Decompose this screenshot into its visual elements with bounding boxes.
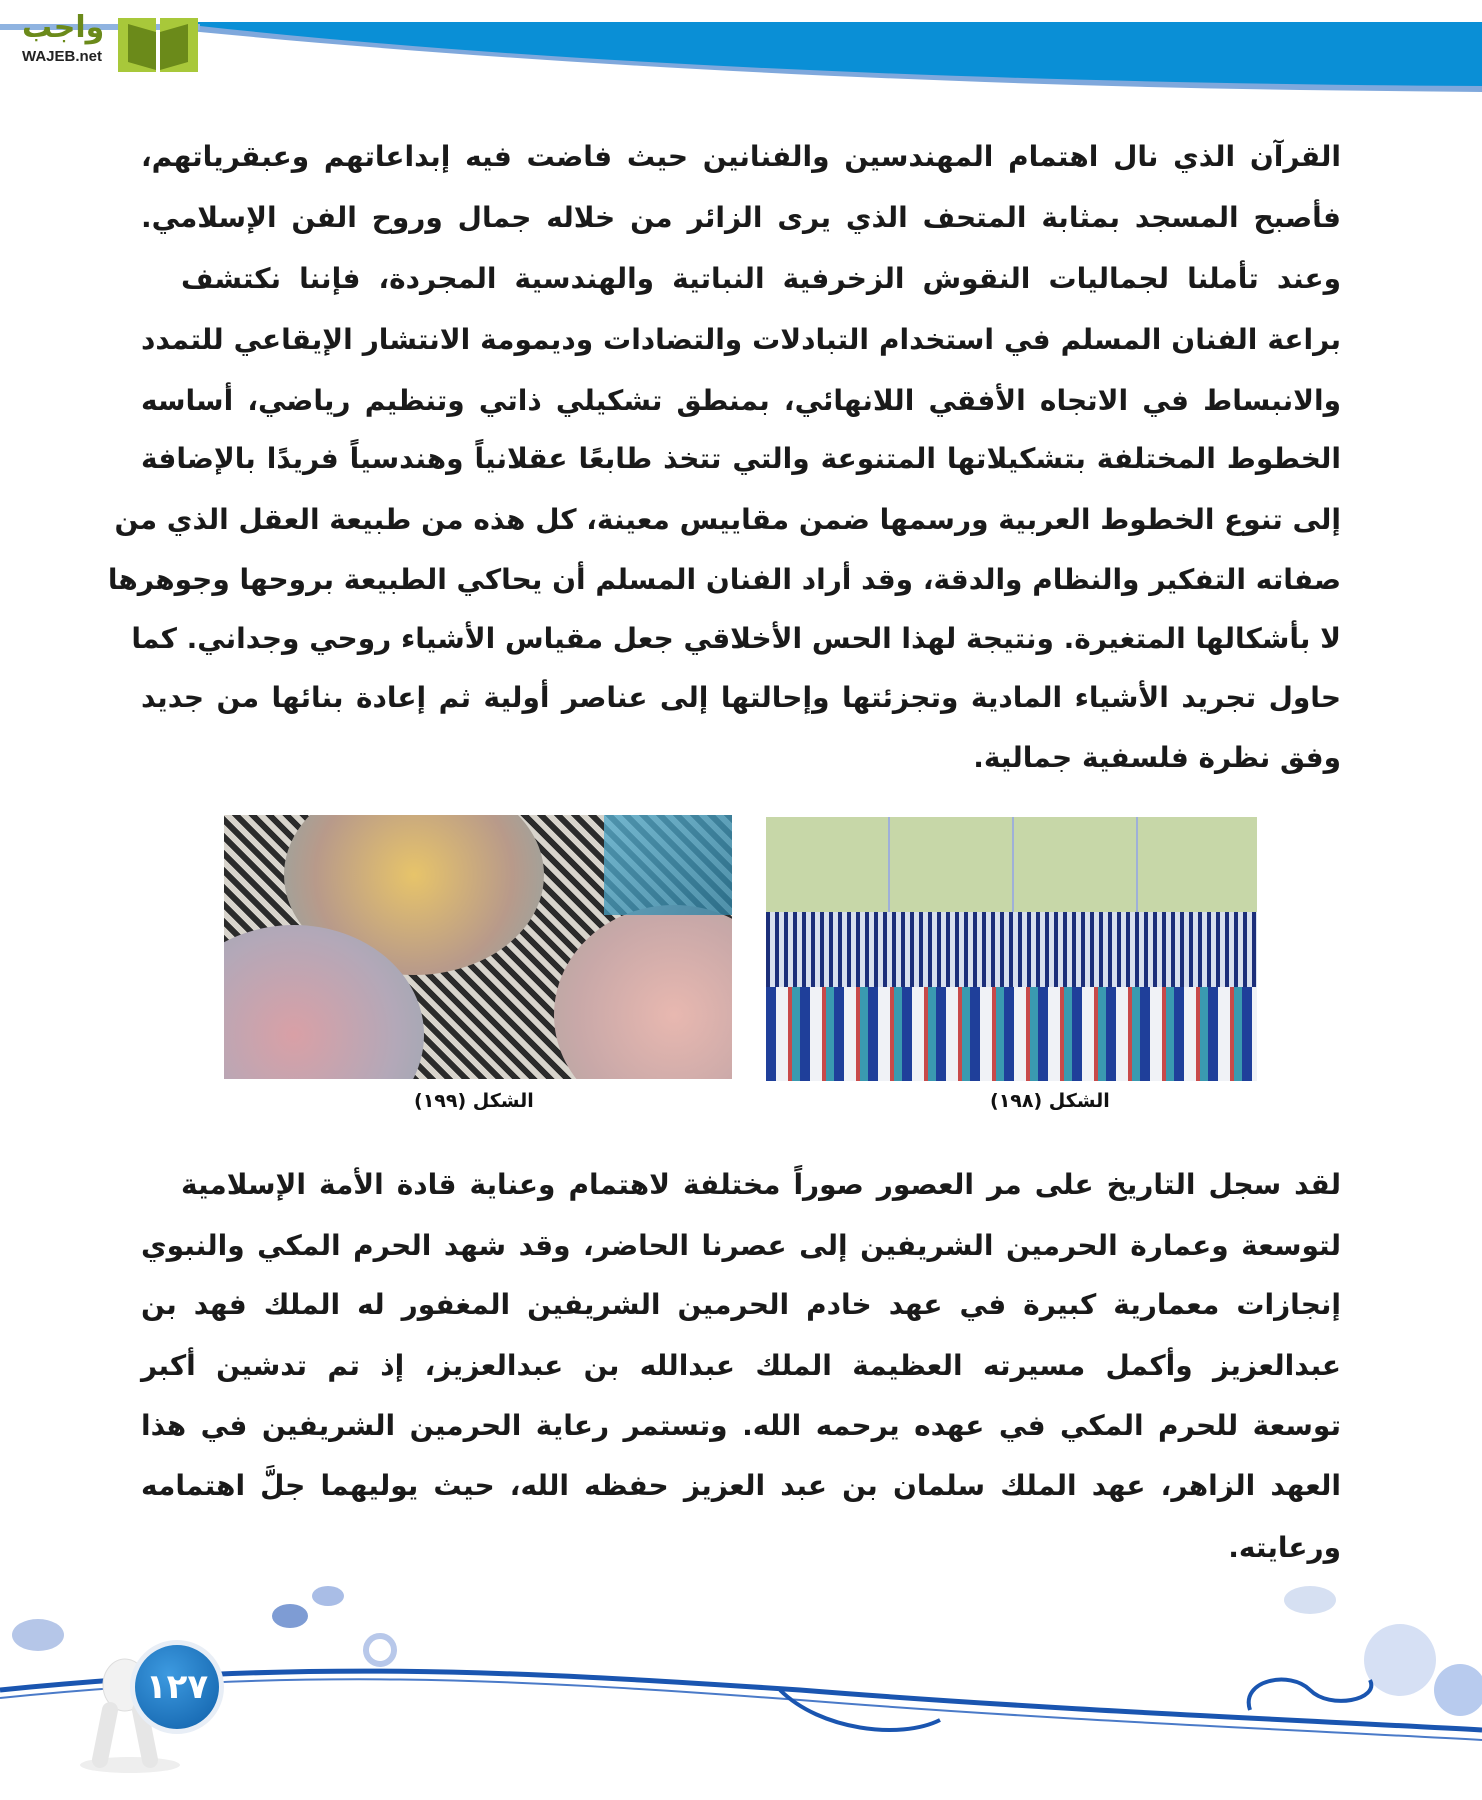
text-line: وفق نظرة فلسفية جمالية. (973, 741, 1341, 774)
figure-199-image (224, 815, 732, 1079)
text-line: توسعة للحرم المكي في عهده يرحمه الله. وتستمر رعاية الحرمين الشريفين في هذا (141, 1409, 1341, 1442)
text-line: الخطوط المختلفة بتشكيلاتها المتنوعة والتي تتخذ طابعًا عقلانياً وهندسياً فريدًا بالإضافة (141, 442, 1341, 475)
text-line: العهد الزاهر، عهد الملك سلمان بن عبد العزيز حفظه الله، حيث يوليهما جلَّ اهتمامه (141, 1469, 1341, 1502)
wajeb-logo[interactable] (10, 6, 190, 68)
header-wave (0, 0, 1482, 110)
logo-arabic: واجب (22, 10, 105, 45)
header-banner (0, 0, 1482, 110)
figure-198-caption: الشكل (١٩٨) (990, 1090, 1110, 1112)
text-line: والانبساط في الاتجاه الأفقي اللانهائي، بمنطق تشكيلي ذاتي وتنظيم رياضي، أساسه (141, 384, 1341, 417)
text-line: لتوسعة وعمارة الحرمين الشريفين إلى عصرنا الحاضر، وقد شهد الحرم المكي والنبوي (141, 1229, 1341, 1262)
text-line: فأصبح المسجد بمثابة المتحف الذي يرى الزائر من خلاله جمال وروح الفن الإسلامي. (141, 201, 1341, 234)
logo-latin: WAJEB.net (22, 48, 103, 65)
text-line: براعة الفنان المسلم في استخدام التبادلات والتضادات وديمومة الانتشار الإيقاعي للتمدد (141, 323, 1341, 356)
text-line: عبدالعزيز وأكمل مسيرته العظيمة الملك عبدالله بن عبدالعزيز، إذ تم تدشين أكبر (141, 1349, 1341, 1382)
text-line: إلى تنوع الخطوط العربية ورسمها ضمن مقاييس معينة، كل هذه من طبيعة العقل الذي من (114, 503, 1341, 536)
text-line: لا بأشكالها المتغيرة. ونتيجة لهذا الحس الأخلاقي جعل مقياس الأشياء روحي وجداني. كما (131, 622, 1341, 655)
page-number: ١٢٧ (130, 1640, 224, 1734)
book-icon (118, 10, 198, 72)
text-line: صفاته التفكير والنظام والدقة، وقد أراد الفنان المسلم أن يحاكي الطبيعة بروحها وجوهرها (107, 563, 1341, 596)
text-line: إنجازات معمارية كبيرة في عهد خادم الحرمين الشريفين المغفور له الملك فهد بن (141, 1288, 1341, 1321)
text-line: وعند تأملنا لجماليات النقوش الزخرفية النباتية والهندسية المجردة، فإننا نكتشف (181, 262, 1341, 295)
text-line: القرآن الذي نال اهتمام المهندسين والفنانين حيث فاضت فيه إبداعاتهم وعبقرياتهم، (141, 140, 1341, 173)
text-line: حاول تجريد الأشياء المادية وتجزئتها وإحالتها إلى عناصر أولية ثم إعادة بنائها من جديد (141, 681, 1341, 714)
figure-198-image (766, 817, 1257, 1081)
text-line: ورعايته. (1228, 1531, 1341, 1564)
text-line: لقد سجل التاريخ على مر العصور صوراً مختلفة لاهتمام وعناية قادة الأمة الإسلامية (181, 1168, 1341, 1201)
figure-199-caption: الشكل (١٩٩) (414, 1090, 534, 1112)
